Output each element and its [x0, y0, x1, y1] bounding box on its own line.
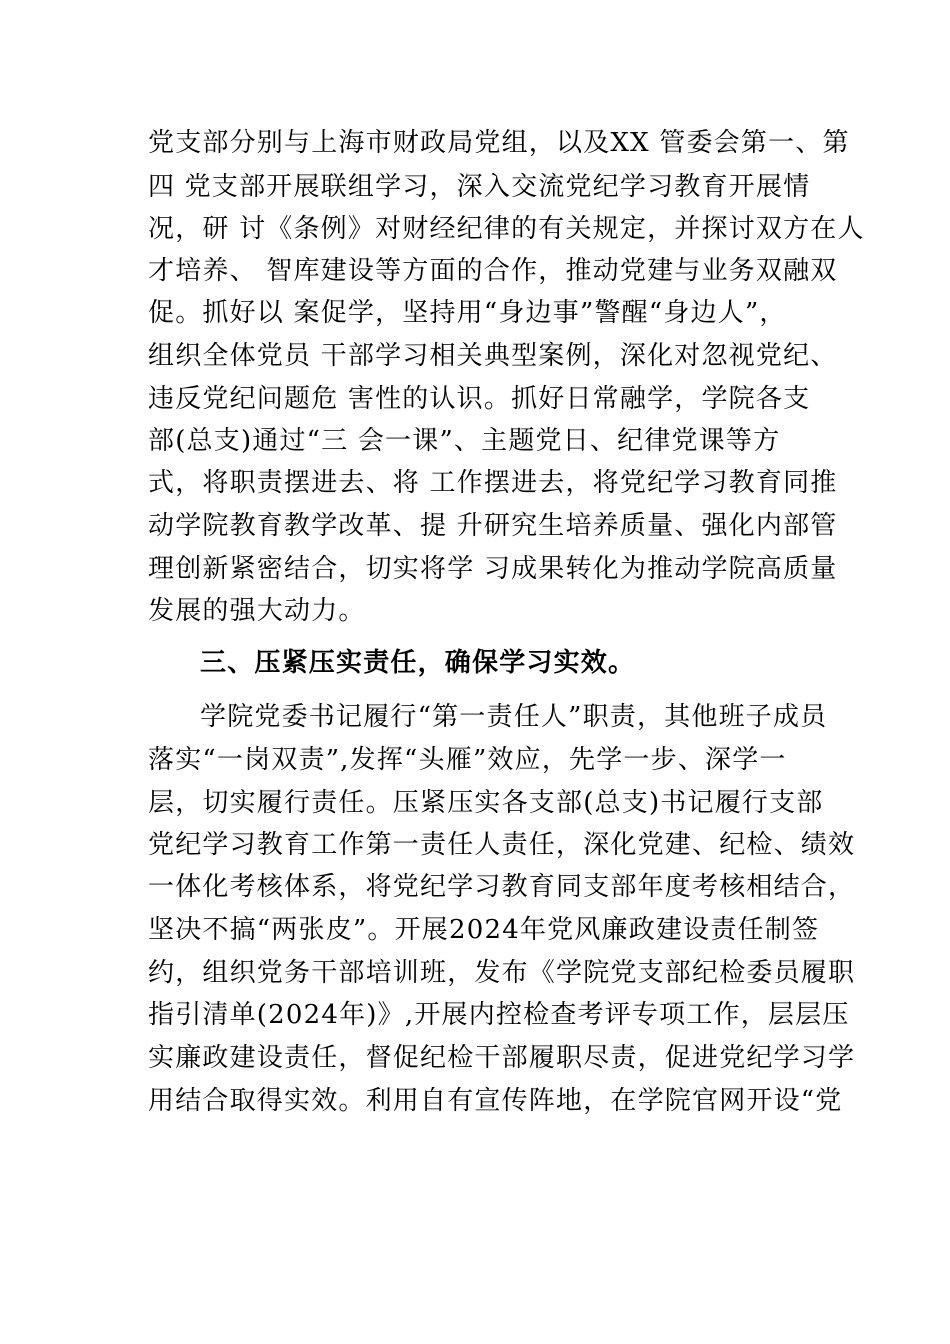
text-line: 坚决不搞“两张皮”。开展2024年党风廉政建设责任制签: [148, 915, 820, 945]
text-line: 动学院教育教学改革、提 升研究生培养质量、强化内部管: [148, 511, 838, 541]
text-line: 才培养、 智库建设等方面的合作，推动党建与业务双融双: [148, 256, 838, 286]
text-line: 一体化考核体系，将党纪学习教育同支部年度考核相结合，: [148, 872, 856, 902]
text-line: 学院党委书记履行“第一责任人”职责，其他班子成员: [200, 702, 828, 732]
text-line: 发展的强大动力。: [148, 596, 366, 626]
text-line: 部(总支)通过“三 会一课”、主题党日、纪律党课等方: [148, 426, 781, 456]
section-heading: 三、压紧压实责任，确保学习实效。: [200, 648, 636, 678]
text-line: 式，将职责摆进去、将 工作摆进去，将党纪学习教育同推: [148, 468, 838, 498]
text-line: 层，切实履行责任。压紧压实各支部(总支)书记履行支部: [148, 788, 824, 818]
text-line: 约，组织党务干部培训班，发布《学院党支部纪检委员履职: [148, 958, 856, 988]
text-line: 理创新紧密结合，切实将学 习成果转化为推动学院高质量: [148, 554, 838, 584]
text-line: 促。抓好以 案促学，坚持用“身边事”警醒“身边人”，: [148, 298, 787, 328]
text-line: 实廉政建设责任，督促纪检干部履职尽责，促进党纪学习学: [148, 1043, 856, 1073]
text-line: 落实“一岗双责”,发挥“头雁”效应，先学一步、深学一: [148, 745, 787, 775]
text-line: 况，研 讨《条例》对财经纪律的有关规定，并探讨双方在人: [148, 214, 865, 244]
text-line: 违反党纪问题危 害性的认识。抓好日常融学，学院各支: [148, 384, 811, 414]
text-line: 用结合取得实效。利用自有宣传阵地，在学院官网开设“党: [148, 1086, 843, 1116]
text-line: 组织全体党员 干部学习相关典型案例，深化对忽视党纪、: [148, 341, 838, 371]
text-line: 党支部分别与上海市财政局党组，以及XX 管委会第一、第: [148, 128, 850, 158]
text-line: 指引清单(2024年)》,开展内控检查考评专项工作，层层压: [148, 1000, 850, 1030]
text-line: 党纪学习教育工作第一责任人责任，深化党建、纪检、绩效: [148, 830, 856, 860]
text-line: 四 党支部开展联组学习，深入交流党纪学习教育开展情: [148, 172, 811, 202]
